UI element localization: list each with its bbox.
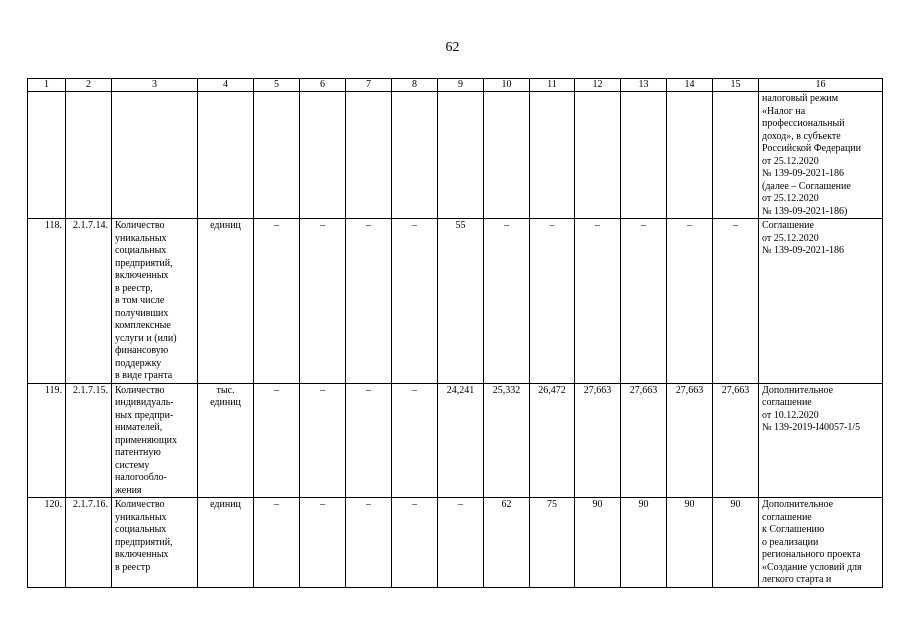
value-cell: – <box>300 498 346 588</box>
value-cell: – <box>254 383 300 498</box>
column-header: 11 <box>530 79 575 92</box>
row-code: 2.1.7.15. <box>66 383 112 498</box>
column-header: 8 <box>392 79 438 92</box>
page-number: 62 <box>445 40 460 55</box>
indicators-table <box>27 78 883 588</box>
value-cell: – <box>392 498 438 588</box>
row-number: 120. <box>28 498 66 588</box>
value-cell: – <box>530 219 575 384</box>
value-cell: 55 <box>438 219 484 384</box>
basis-cell: Дополнительное соглашение от 10.12.2020 № 139-2019-I40057-1/5 <box>759 383 883 498</box>
continuation-row <box>28 92 883 219</box>
value-cell: 75 <box>530 498 575 588</box>
row-number: 118. <box>28 219 66 384</box>
column-header: 14 <box>667 79 713 92</box>
value-cell: 90 <box>667 498 713 588</box>
column-header: 3 <box>112 79 198 92</box>
value-cell: – <box>254 219 300 384</box>
table-row <box>28 498 883 588</box>
column-header: 10 <box>484 79 530 92</box>
column-header: 16 <box>759 79 883 92</box>
value-cell: – <box>484 219 530 384</box>
column-header: 1 <box>28 79 66 92</box>
indicator-name: Количество уникальных социальных предприятий, включенных в реестр <box>112 498 198 588</box>
value-cell: – <box>621 219 667 384</box>
value-cell: 24,241 <box>438 383 484 498</box>
value-cell: – <box>346 498 392 588</box>
basis-cell: налоговый режим «Налог на профессиональный доход», в субъекте Российской Федерации от 25.12.2020 № 139-09-2021-186 (далее – Соглашение от 25.12.2020 № 139-09-2021-186) <box>759 92 883 219</box>
value-cell: 25,332 <box>484 383 530 498</box>
value-cell: – <box>575 219 621 384</box>
value-cell: – <box>346 383 392 498</box>
column-number-row <box>28 79 883 92</box>
column-header: 2 <box>66 79 112 92</box>
column-header: 13 <box>621 79 667 92</box>
column-header: 6 <box>300 79 346 92</box>
column-header: 9 <box>438 79 484 92</box>
value-cell: 26,472 <box>530 383 575 498</box>
value-cell: 27,663 <box>667 383 713 498</box>
value-cell: 27,663 <box>713 383 759 498</box>
value-cell: – <box>300 219 346 384</box>
basis-cell: Дополнительное соглашение к Соглашению о реализации регионального проекта «Создание условий для легкого старта и <box>759 498 883 588</box>
value-cell: – <box>713 219 759 384</box>
value-cell: – <box>392 219 438 384</box>
value-cell: 62 <box>484 498 530 588</box>
column-header: 12 <box>575 79 621 92</box>
value-cell: – <box>667 219 713 384</box>
column-header: 5 <box>254 79 300 92</box>
column-header: 15 <box>713 79 759 92</box>
unit-cell: единиц <box>198 498 254 588</box>
indicator-name: Количество уникальных социальных предприятий, включенных в реестр, в том числе получивших комплексные услуги и (или) финансовую поддержку в виде гранта <box>112 219 198 384</box>
column-header: 4 <box>198 79 254 92</box>
table-row <box>28 219 883 384</box>
value-cell: – <box>438 498 484 588</box>
row-number: 119. <box>28 383 66 498</box>
table-row <box>28 383 883 498</box>
value-cell: – <box>254 498 300 588</box>
value-cell: 27,663 <box>621 383 667 498</box>
row-code: 2.1.7.14. <box>66 219 112 384</box>
basis-cell: Соглашение от 25.12.2020 № 139-09-2021-186 <box>759 219 883 384</box>
value-cell: 90 <box>621 498 667 588</box>
value-cell: 27,663 <box>575 383 621 498</box>
row-code: 2.1.7.16. <box>66 498 112 588</box>
unit-cell: тыс. единиц <box>198 383 254 498</box>
column-header: 7 <box>346 79 392 92</box>
value-cell: – <box>300 383 346 498</box>
value-cell: – <box>346 219 392 384</box>
indicator-name: Количество индивидуаль- ных предпри- нимателей, применяющих патентную систему налогообло- жения <box>112 383 198 498</box>
unit-cell: единиц <box>198 219 254 384</box>
value-cell: 90 <box>713 498 759 588</box>
value-cell: – <box>392 383 438 498</box>
value-cell: 90 <box>575 498 621 588</box>
